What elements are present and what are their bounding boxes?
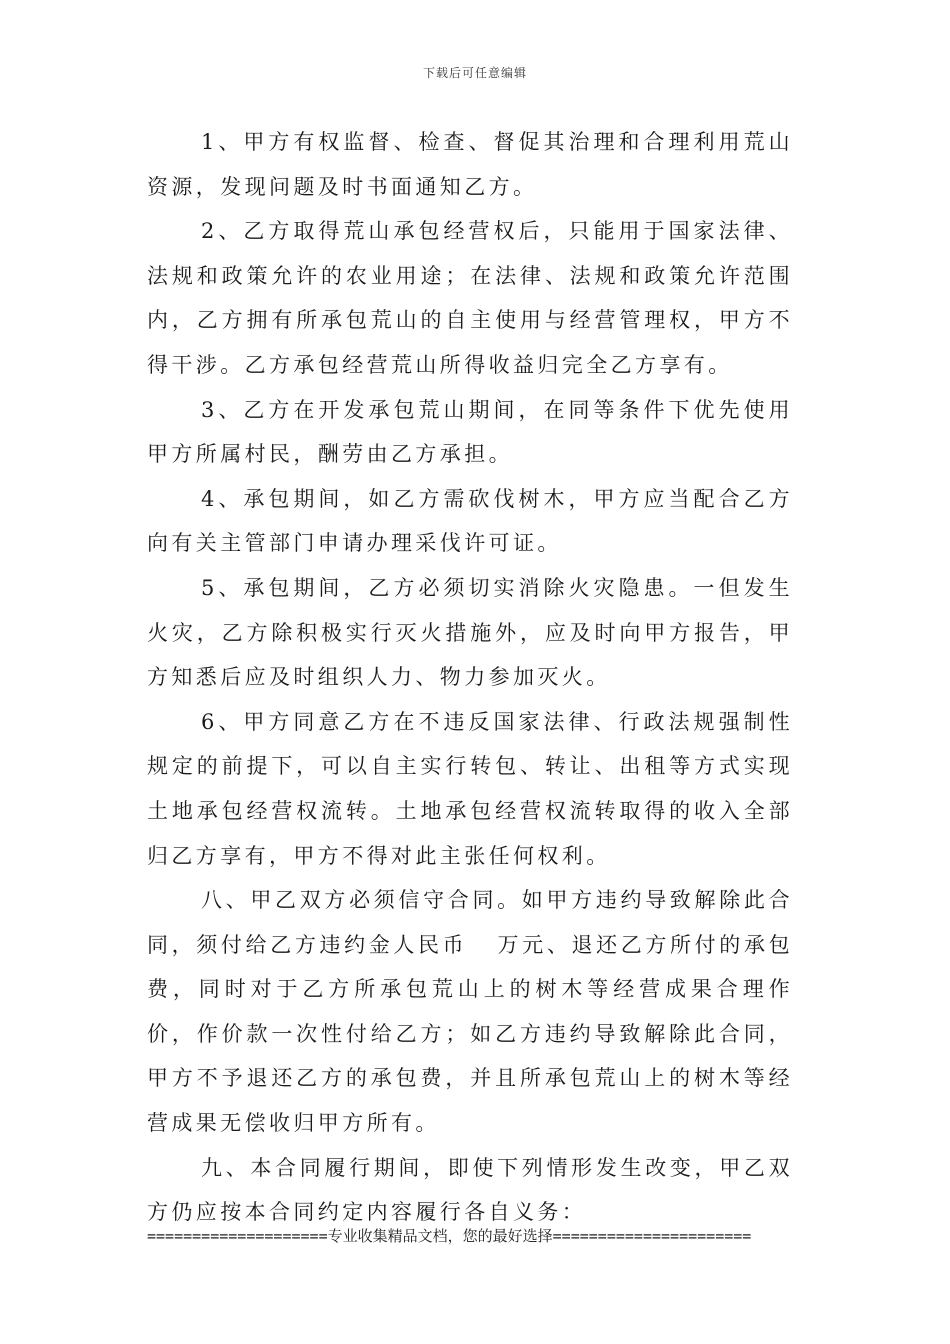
clause-paragraph-3: 3、乙方在开发承包荒山期间，在同等条件下优先使用甲方所属村民，酬劳由乙方承担。 (147, 397, 793, 467)
document-body (147, 120, 793, 1235)
clause-paragraph-2: 2、乙方取得荒山承包经营权后，只能用于国家法律、法规和政策允许的农业用途；在法律、法规和政策允许范围内，乙方拥有所承包荒山的自主使用与经营管理权，甲方不得干涉。乙方承包经营荒山所得收益归完全乙方享有。 (147, 219, 793, 377)
footer-slogan: 专业收集精品文档，您的最好选择 (327, 1227, 553, 1245)
clause-eight-text-after-blank: 万元、退还乙方所付的承包费，同时对于乙方所承包荒山上的树木等经营成果合理作价，作价款一次性付给乙方；如乙方违约导致解除此合同，甲方不予退还乙方的承包费，并且所承包荒山上的树木等经营成果无偿收归甲方所有。 (147, 932, 793, 1136)
clause-nine-paragraph: 九、本合同履行期间，即使下列情形发生改变，甲乙双方仍应按本合同约定内容履行各自义务： (147, 1155, 793, 1225)
footer-right-rule: ====================== (552, 1227, 752, 1245)
page-header: 下载后可任意编辑 (422, 66, 527, 80)
clause-paragraph-5: 5、承包期间，乙方必须切实消除火灾隐患。一但发生火灾，乙方除积极实行灭火措施外，应及时向甲方报告，甲方知悉后应及时组织人力、物力参加灭火。 (147, 575, 793, 690)
clause-paragraph-4: 4、承包期间，如乙方需砍伐树木，甲方应当配合乙方向有关主管部门申请办理采伐许可证。 (147, 486, 793, 556)
clause-paragraph-1: 1、甲方有权监督、检查、督促其治理和合理利用荒山资源，发现问题及时书面通知乙方。 (147, 130, 793, 199)
clause-paragraph-6: 6、甲方同意乙方在不违反国家法律、行政法规强制性规定的前提下，可以自主实行转包、转让、出租等方式实现土地承包经营权流转。土地承包经营权流转取得的收入全部归乙方享有，甲方不得对此主张任何权利。 (147, 709, 793, 868)
page-footer (147, 1226, 807, 1246)
clause-eight-paragraph (147, 878, 793, 1146)
clause-eight-text-before-blank: 八、甲乙双方必须信守合同。如甲方违约导致解除此合同，须付给乙方违约金人民币 (147, 888, 793, 957)
footer-left-rule: ==================== (147, 1227, 328, 1245)
